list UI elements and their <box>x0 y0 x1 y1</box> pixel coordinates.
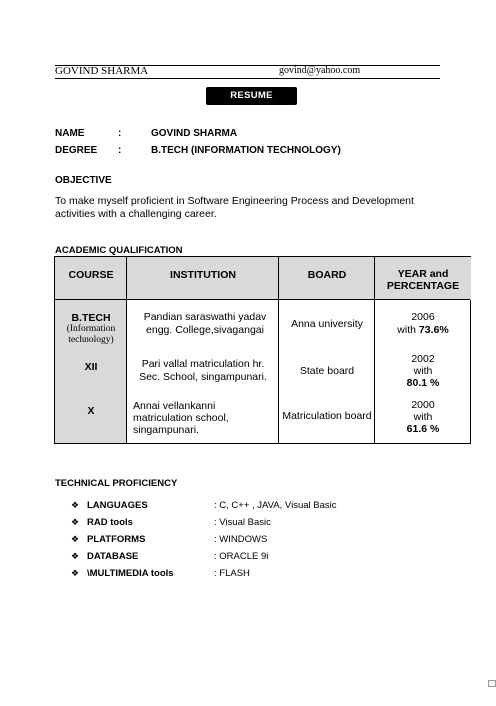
course-name: B.TECH <box>71 312 111 324</box>
academic-table <box>54 256 471 444</box>
skill-label: LANGUAGES <box>87 500 148 511</box>
board-cell: Anna university <box>291 318 363 330</box>
institution-cell: Pandian saraswathi yadav engg. College,sivagangai <box>143 311 267 336</box>
diamond-bullet-icon: ❖ <box>71 500 80 510</box>
name-sep: : <box>118 128 122 139</box>
objective-title: OBJECTIVE <box>55 175 112 186</box>
table-row <box>55 309 127 349</box>
header-email: govind@yahoo.com <box>279 65 361 76</box>
year-cell <box>375 351 471 391</box>
technical-title: TECHNICAL PROFICIENCY <box>55 478 178 489</box>
board-cell: Matriculation board <box>282 410 372 422</box>
diamond-bullet-icon: ❖ <box>71 551 80 561</box>
course-subtitle: (Information technology) <box>66 324 116 345</box>
percentage-value: 61.6 % <box>406 423 440 435</box>
header-year: YEAR and PERCENTAGE <box>386 268 460 292</box>
degree-key: DEGREE <box>55 145 98 156</box>
header-board: BOARD <box>307 269 347 281</box>
table-row <box>55 403 127 419</box>
percentage-prefix: with <box>413 411 433 423</box>
percentage-value: 80.1 % <box>406 377 440 389</box>
course-name: XII <box>84 361 98 373</box>
skill-label: PLATFORMS <box>87 534 146 545</box>
degree-value: B.TECH (INFORMATION TECHNOLOGY) <box>151 145 341 156</box>
year-cell <box>375 309 471 339</box>
board-cell: State board <box>299 365 355 377</box>
skill-value: : FLASH <box>214 568 250 579</box>
institution-cell: Annai vellankanni matriculation school, singampunari. <box>133 400 229 436</box>
header-course: COURSE <box>68 269 114 281</box>
skill-label: RAD tools <box>87 517 133 528</box>
skill-value: : ORACLE 9i <box>214 551 269 562</box>
header-name: GOVIND SHARMA <box>55 65 149 77</box>
percentage-value: 73.6% <box>418 324 449 336</box>
skill-value: : Visual Basic <box>214 517 271 528</box>
year-cell <box>375 398 471 436</box>
diamond-bullet-icon: ❖ <box>71 517 80 527</box>
diamond-bullet-icon: ❖ <box>71 534 80 544</box>
course-name: X <box>87 405 95 417</box>
institution-cell: Pari vallal matriculation hr. Sec. School, singampunari. <box>139 358 267 383</box>
skill-label: \MULTIMEDIA tools <box>87 568 174 579</box>
table-row <box>55 359 127 375</box>
name-key: NAME <box>55 128 85 139</box>
year-value: 2006 <box>411 311 435 323</box>
resize-handle-icon[interactable] <box>488 680 496 687</box>
header-rule-bottom <box>55 78 440 79</box>
skill-value: : WINDOWS <box>214 534 268 545</box>
academic-title: ACADEMIC QUALIFICATION <box>55 245 183 256</box>
degree-sep: : <box>118 145 122 156</box>
resume-badge: RESUME <box>206 87 297 105</box>
skill-value: : C, C++ , JAVA, Visual Basic <box>214 500 337 511</box>
diamond-bullet-icon: ❖ <box>71 568 80 578</box>
skill-label: DATABASE <box>87 551 139 562</box>
header-institution: INSTITUTION <box>170 269 236 281</box>
name-value: GOVIND SHARMA <box>151 128 238 139</box>
year-value: 2002 <box>411 353 435 365</box>
objective-text: To make myself proficient in Software Engineering Process and Development activities with a challenging career. <box>55 195 414 220</box>
percentage-prefix: with <box>413 365 433 377</box>
year-value: 2000 <box>411 399 435 411</box>
percentage-prefix: with <box>397 324 416 336</box>
